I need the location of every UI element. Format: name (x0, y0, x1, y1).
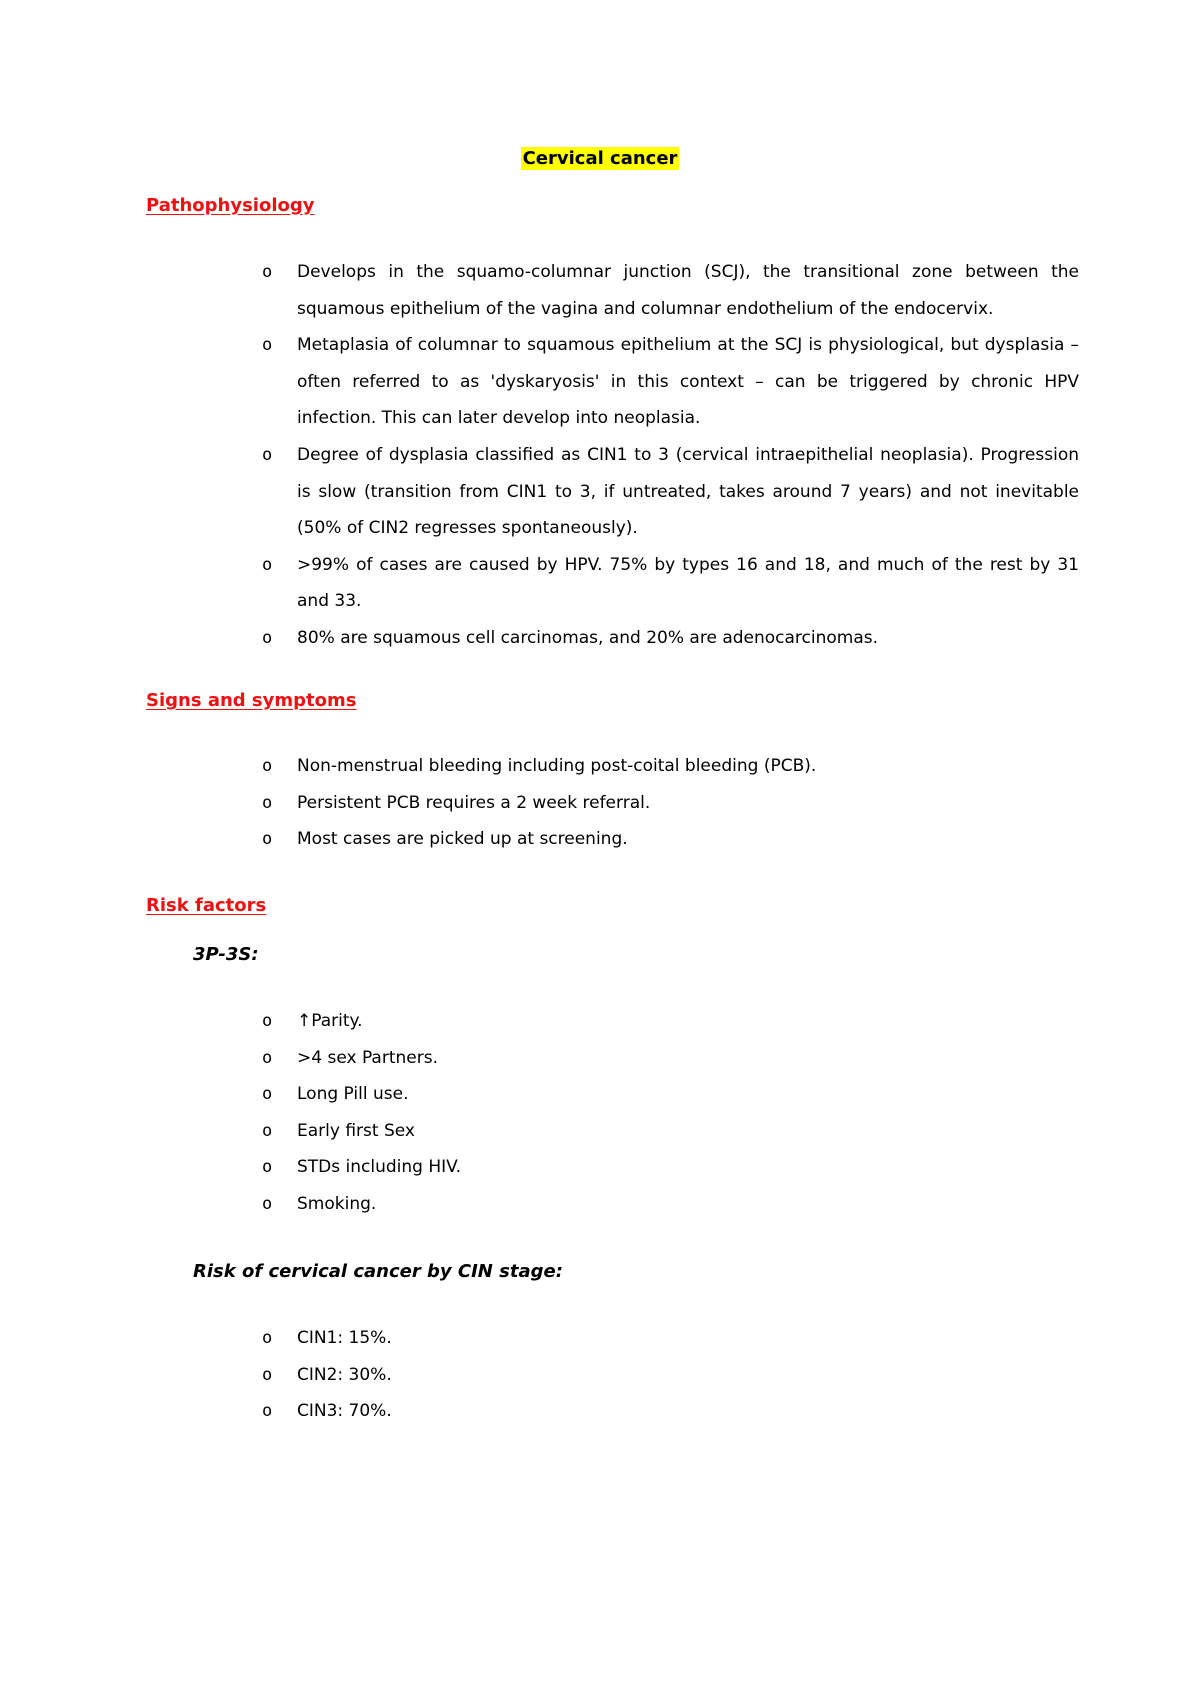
list-item-text: Persistent PCB requires a 2 week referral. (297, 792, 651, 813)
bullet-marker: o (262, 829, 273, 850)
bullet-marker: o (262, 756, 273, 776)
bullet-marker: o (262, 1193, 273, 1214)
list-item-text: >99% of cases are caused by HPV. 75% by types 16 and 18, and much of the rest by 31 and 33. (297, 554, 1079, 612)
bullet-marker: o (262, 792, 273, 813)
list-item-text: STDs including HIV. (297, 1157, 461, 1178)
list-item-text: Develops in the squamo-columnar junction (SCJ), the transitional zone between the squamous epithelium of the vagina and columnar endothelium of the endocervix. (297, 262, 1079, 319)
list-item (262, 1113, 1079, 1150)
list-item (262, 1357, 1079, 1394)
list-item (262, 620, 1079, 657)
list-item-text: Long Pill use. (297, 1084, 409, 1105)
list-item (262, 1003, 1079, 1040)
list-item (262, 1076, 1079, 1113)
list-item (262, 327, 1079, 437)
pathophysiology-list (262, 254, 1079, 657)
bullet-marker: o (262, 444, 273, 465)
list-item (262, 1186, 1079, 1223)
bullet-marker: o (262, 1401, 273, 1422)
list-item-text: Smoking. (297, 1193, 377, 1214)
section-heading-risk-factors: Risk factors (146, 895, 267, 916)
list-item-text: Early first Sex (297, 1120, 415, 1141)
bullet-marker: o (262, 1328, 273, 1348)
list-item-text: >4 sex Partners. (297, 1047, 438, 1068)
cin-risk-label: Risk of cervical cancer by CIN stage: (193, 1261, 563, 1282)
bullet-marker: o (262, 1364, 273, 1385)
list-item (262, 1393, 1079, 1430)
list-item (262, 821, 1079, 858)
bullet-marker: o (262, 335, 273, 356)
list-item-text: Non-menstrual bleeding including post-coital bleeding (PCB). (297, 756, 817, 776)
list-item-text: CIN2: 30%. (297, 1364, 392, 1385)
bullet-marker: o (262, 554, 273, 575)
document-title-text: Cervical cancer (522, 148, 678, 169)
list-item (262, 1149, 1079, 1186)
list-item (262, 437, 1079, 547)
bullet-marker: o (262, 1011, 273, 1031)
document-title (0, 146, 1200, 172)
section-heading-signs-symptoms: Signs and symptoms (146, 690, 357, 711)
list-item-text: Most cases are picked up at screening. (297, 829, 628, 850)
list-item-text: ↑Parity. (297, 1011, 363, 1031)
bullet-marker: o (262, 1120, 273, 1141)
bullet-marker: o (262, 627, 273, 648)
list-item-text: 80% are squamous cell carcinomas, and 20% are adenocarcinomas. (297, 627, 879, 648)
list-item-text: CIN1: 15%. (297, 1328, 392, 1348)
mnemonic-label: 3P-3S: (193, 944, 259, 965)
section-heading-pathophysiology: Pathophysiology (146, 195, 315, 216)
cin-risk-list (262, 1320, 1079, 1430)
list-item (262, 1040, 1079, 1077)
bullet-marker: o (262, 1157, 273, 1178)
list-item-text: Metaplasia of columnar to squamous epithelium at the SCJ is physiological, but dysplasia – often referred to as 'dyskaryosis' in this context – can be triggered by chronic HPV infection. This can later develop into neoplasia. (297, 335, 1079, 429)
list-item (262, 748, 1079, 785)
list-item-text: Degree of dysplasia classified as CIN1 to 3 (cervical intraepithelial neoplasia). Progression is slow (transition from CIN1 to 3, if untreated, takes around 7 years) and not inevitable (50% of CIN2 regresses spontaneously). (297, 444, 1079, 539)
list-item-text: CIN3: 70%. (297, 1401, 392, 1422)
bullet-marker: o (262, 1084, 273, 1105)
risk-factors-list (262, 1003, 1079, 1223)
list-item (262, 254, 1079, 327)
bullet-marker: o (262, 262, 273, 282)
list-item (262, 1320, 1079, 1357)
list-item (262, 785, 1079, 822)
bullet-marker: o (262, 1047, 273, 1068)
list-item (262, 547, 1079, 620)
signs-symptoms-list (262, 748, 1079, 858)
